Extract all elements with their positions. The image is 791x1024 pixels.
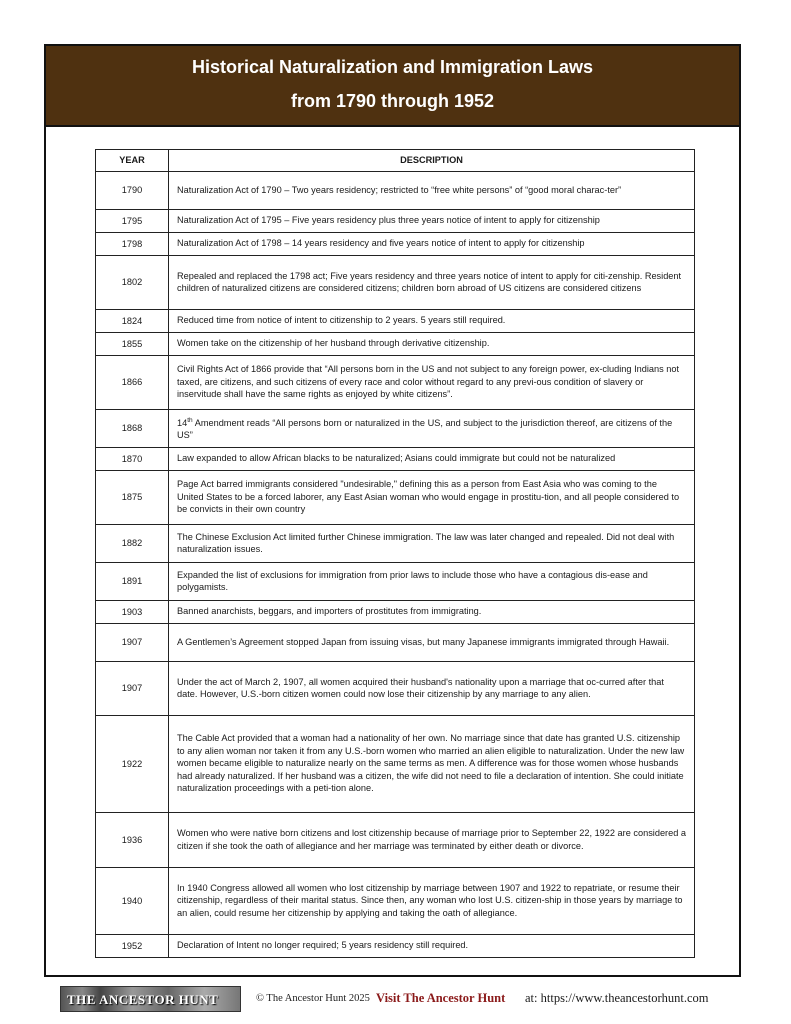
- year-cell: 1891: [96, 563, 169, 601]
- table-row: [96, 868, 695, 935]
- copyright-text: © The Ancestor Hunt 2025: [256, 993, 370, 1004]
- table-row: [96, 813, 695, 868]
- table-row: [96, 624, 695, 662]
- laws-table: [95, 149, 695, 958]
- year-cell: 1907: [96, 662, 169, 716]
- description-cell: Declaration of Intent no longer required; 5 years residency still required.: [169, 935, 695, 958]
- year-cell: 1866: [96, 356, 169, 410]
- description-cell: Under the act of March 2, 1907, all women acquired their husband's nationality upon a marriage that oc-curred after that date. However, U.S.-born citizen women could now lose their citizenship by any marriage to any alien.: [169, 662, 695, 716]
- table-row: [96, 935, 695, 958]
- footer: [60, 986, 740, 1012]
- table-row: [96, 210, 695, 233]
- year-cell: 1870: [96, 448, 169, 471]
- table-row: [96, 662, 695, 716]
- table-row: [96, 563, 695, 601]
- year-cell: 1802: [96, 256, 169, 310]
- page-title: Historical Naturalization and Immigration Laws: [191, 57, 594, 77]
- table-row: [96, 172, 695, 210]
- table-row: [96, 310, 695, 333]
- table-row: [96, 256, 695, 310]
- year-cell: 1855: [96, 333, 169, 356]
- table-row: [96, 601, 695, 624]
- year-cell: 1875: [96, 471, 169, 525]
- amendment-number: 14: [177, 417, 188, 428]
- table-row: [96, 716, 695, 813]
- year-cell: 1868: [96, 410, 169, 448]
- description-cell: Page Act barred immigrants considered "undesirable," defining this as a person from East Asia who was coming to the United States to be a forced laborer, any East Asian woman who would engage in prostitu-tion, and all people considered to be convicts in their own country: [169, 471, 695, 525]
- page-subtitle: from 1790 through 1952: [290, 91, 495, 111]
- description-cell: Civil Rights Act of 1866 provide that “All persons born in the US and not subject to any foreign power, ex-cluding Indians not taxed, are citizens, and such citizens of every race and color without regard to any previ-ous condition of slavery or inservitude shall have the same rights as enjoyed by white citizens”.: [169, 356, 695, 410]
- year-cell: 1936: [96, 813, 169, 868]
- description-cell: A Gentlemen’s Agreement stopped Japan from issuing visas, but many Japanese immigrants immigrated through Hawaii.: [169, 624, 695, 662]
- ordinal-suffix: th: [187, 416, 193, 424]
- table-row: [96, 525, 695, 563]
- table-row: [96, 410, 695, 448]
- description-cell: The Chinese Exclusion Act limited further Chinese immigration. The law was later changed and repealed. Did not deal with naturalization issues.: [169, 525, 695, 563]
- year-cell: 1790: [96, 172, 169, 210]
- year-cell: 1795: [96, 210, 169, 233]
- description-cell: Women take on the citizenship of her husband through derivative citizenship.: [169, 333, 695, 356]
- year-cell: 1922: [96, 716, 169, 813]
- year-cell: 1940: [96, 868, 169, 935]
- year-cell: 1798: [96, 233, 169, 256]
- logo-text: THE ANCESTOR HUNT: [67, 992, 219, 1007]
- year-cell: 1952: [96, 935, 169, 958]
- description-cell: Women who were native born citizens and lost citizenship because of marriage prior to September 22, 1922 are considered a citizen if she took the oath of allegiance and her marriage was terminated by either death or divorce.: [169, 813, 695, 868]
- ancestor-hunt-logo: [60, 986, 241, 1012]
- description-cell: Naturalization Act of 1798 – 14 years residency and five years notice of intent to apply for citizenship: [169, 233, 695, 256]
- description-cell: Banned anarchists, beggars, and importers of prostitutes from immigrating.: [169, 601, 695, 624]
- table-row: [96, 471, 695, 525]
- table-row: [96, 233, 695, 256]
- table-row: [96, 448, 695, 471]
- description-cell: The Cable Act provided that a woman had a nationality of her own. No marriage since that date has granted U.S. citizenship to any alien woman nor taken it from any U.S.-born women who married an alien eligible to naturalization. Under the new law women became eligible to naturalize nearly on the same terms as men. A difference was for those women whose husbands had already naturalized. If her husband was a citizen, the wife did not need to file a declaration of intention. She could initiate naturalization proceedings with a peti-tion alone.: [169, 716, 695, 813]
- visit-link[interactable]: Visit The Ancestor Hunt: [376, 991, 506, 1005]
- amendment-text: Amendment reads “All persons born or naturalized in the US, and subject to the jurisdiction thereof, are citizens of the US”: [177, 417, 673, 441]
- description-cell: Law expanded to allow African blacks to be naturalized; Asians could immigrate but could not be naturalized: [169, 448, 695, 471]
- column-header-year: YEAR: [96, 150, 169, 172]
- table-row: [96, 333, 695, 356]
- description-cell: [169, 410, 695, 448]
- year-cell: 1824: [96, 310, 169, 333]
- table-header-row: [96, 150, 695, 172]
- column-header-description: DESCRIPTION: [169, 150, 695, 172]
- description-cell: Reduced time from notice of intent to citizenship to 2 years. 5 years still required.: [169, 310, 695, 333]
- description-cell: Naturalization Act of 1790 – Two years residency; restricted to “free white persons” of “good moral charac-ter”: [169, 172, 695, 210]
- year-cell: 1907: [96, 624, 169, 662]
- year-cell: 1903: [96, 601, 169, 624]
- year-cell: 1882: [96, 525, 169, 563]
- description-cell: Naturalization Act of 1795 – Five years residency plus three years notice of intent to apply for citizenship: [169, 210, 695, 233]
- document-frame: [44, 44, 741, 977]
- table-row: [96, 356, 695, 410]
- website-url[interactable]: at: https://www.theancestorhunt.com: [525, 991, 709, 1005]
- title-banner: [46, 46, 739, 127]
- description-cell: Expanded the list of exclusions for immigration from prior laws to include those who have a contagious dis-ease and polygamists.: [169, 563, 695, 601]
- description-cell: In 1940 Congress allowed all women who lost citizenship by marriage between 1907 and 1922 to repatriate, or resume their citizenship, regardless of their marital status. Since then, any woman who lost U.S. citizen-ship in those years by marriage to an alien, could resume her citizenship by applying and taking the oath of allegiance.: [169, 868, 695, 935]
- description-cell: Repealed and replaced the 1798 act; Five years residency and three years notice of intent to apply for citi-zenship. Resident children of naturalized citizens are considered citizens; children born abroad of US citizens are considered citizens: [169, 256, 695, 310]
